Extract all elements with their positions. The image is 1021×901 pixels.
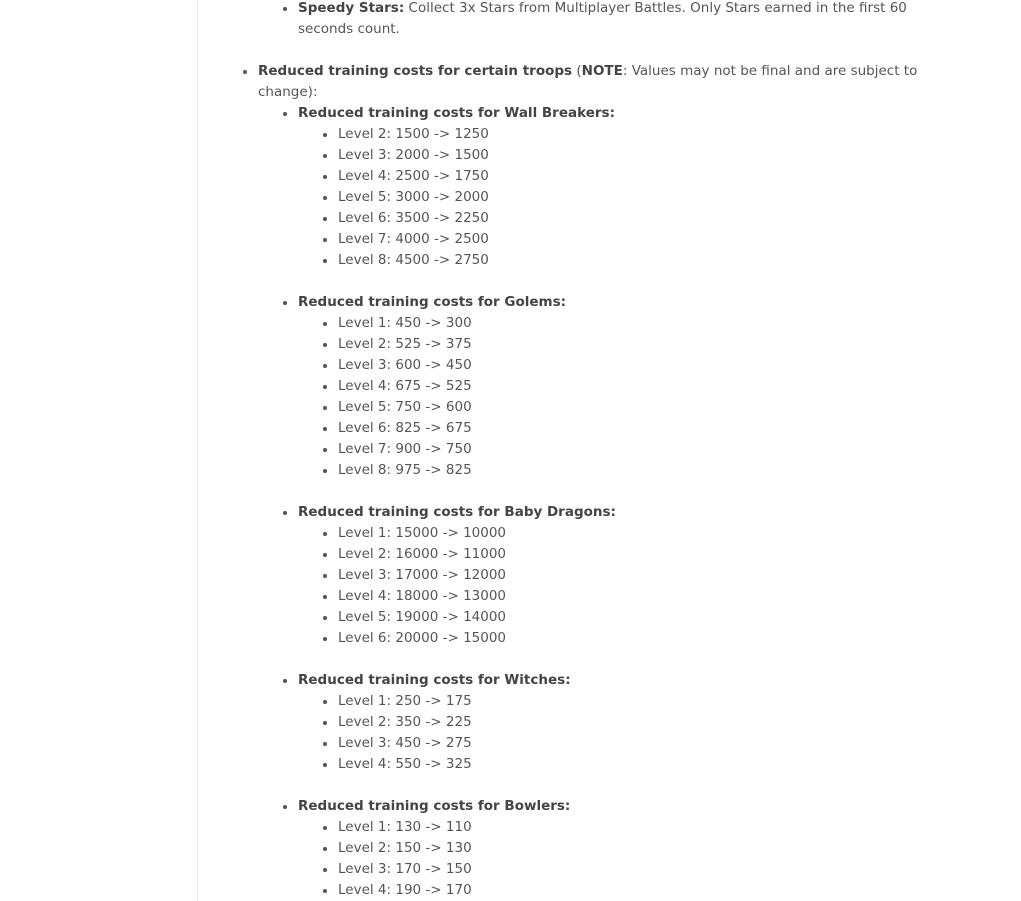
level-cost-item: Level 2: 350 -> 225 bbox=[338, 712, 918, 733]
level-cost-item: Level 1: 130 -> 110 bbox=[338, 817, 918, 838]
level-list bbox=[338, 691, 918, 775]
level-cost-item: Level 6: 20000 -> 15000 bbox=[338, 628, 918, 649]
troop-heading: Reduced training costs for Bowlers: bbox=[298, 798, 571, 814]
level-cost-item: Level 2: 150 -> 130 bbox=[338, 838, 918, 859]
level-cost-item: Level 3: 600 -> 450 bbox=[338, 355, 918, 376]
reduced-costs-list bbox=[258, 61, 918, 901]
level-cost-item: Level 1: 250 -> 175 bbox=[338, 691, 918, 712]
level-list bbox=[338, 124, 918, 271]
level-list bbox=[338, 313, 918, 481]
content-divider bbox=[197, 0, 198, 901]
level-cost-item: Level 4: 550 -> 325 bbox=[338, 754, 918, 775]
troop-heading: Reduced training costs for Golems: bbox=[298, 294, 567, 310]
level-cost-item: Level 6: 825 -> 675 bbox=[338, 418, 918, 439]
level-cost-item: Level 7: 4000 -> 2500 bbox=[338, 229, 918, 250]
level-cost-item: Level 4: 2500 -> 1750 bbox=[338, 166, 918, 187]
level-cost-item: Level 4: 675 -> 525 bbox=[338, 376, 918, 397]
level-cost-item: Level 1: 450 -> 300 bbox=[338, 313, 918, 334]
level-cost-item: Level 4: 190 -> 170 bbox=[338, 880, 918, 901]
level-cost-item: Level 7: 900 -> 750 bbox=[338, 439, 918, 460]
level-cost-item: Level 8: 975 -> 825 bbox=[338, 460, 918, 481]
level-cost-item: Level 8: 4500 -> 2750 bbox=[338, 250, 918, 271]
level-cost-item: Level 5: 3000 -> 2000 bbox=[338, 187, 918, 208]
note-text: : Values may not be final and are subject to change): bbox=[258, 63, 918, 100]
level-cost-item: Level 2: 16000 -> 11000 bbox=[338, 544, 918, 565]
troop-heading: Reduced training costs for Baby Dragons: bbox=[298, 504, 616, 520]
level-cost-item: Level 1: 15000 -> 10000 bbox=[338, 523, 918, 544]
troop-group bbox=[298, 103, 918, 271]
troop-group bbox=[298, 670, 918, 775]
troop-group bbox=[298, 502, 918, 649]
level-cost-item: Level 3: 170 -> 150 bbox=[338, 859, 918, 880]
reduced-costs-title: Reduced training costs for certain troops bbox=[258, 63, 573, 79]
speedy-stars-title: Speedy Stars: bbox=[298, 0, 405, 16]
level-cost-item: Level 5: 750 -> 600 bbox=[338, 397, 918, 418]
troop-list bbox=[298, 103, 918, 901]
level-cost-item: Level 3: 17000 -> 12000 bbox=[338, 565, 918, 586]
speedy-stars-item bbox=[298, 0, 918, 40]
level-cost-item: Level 3: 450 -> 275 bbox=[338, 733, 918, 754]
level-cost-item: Level 2: 1500 -> 1250 bbox=[338, 124, 918, 145]
level-cost-item: Level 2: 525 -> 375 bbox=[338, 334, 918, 355]
level-cost-item: Level 3: 2000 -> 1500 bbox=[338, 145, 918, 166]
note-label: NOTE bbox=[581, 63, 623, 79]
troop-heading: Reduced training costs for Witches: bbox=[298, 672, 571, 688]
level-list bbox=[338, 523, 918, 649]
troop-group bbox=[298, 292, 918, 481]
level-cost-item: Level 5: 19000 -> 14000 bbox=[338, 607, 918, 628]
troop-heading: Reduced training costs for Wall Breakers: bbox=[298, 105, 615, 121]
speedy-stars-text: Collect 3x Stars from Multiplayer Battles. Only Stars earned in the first 60 seconds count. bbox=[298, 0, 907, 37]
speedy-stars-list bbox=[298, 0, 918, 40]
troop-group bbox=[298, 796, 918, 901]
level-list bbox=[338, 817, 918, 901]
level-cost-item: Level 4: 18000 -> 13000 bbox=[338, 586, 918, 607]
reduced-costs-item bbox=[258, 61, 918, 901]
note-open: ( bbox=[572, 63, 582, 79]
level-cost-item: Level 6: 3500 -> 2250 bbox=[338, 208, 918, 229]
